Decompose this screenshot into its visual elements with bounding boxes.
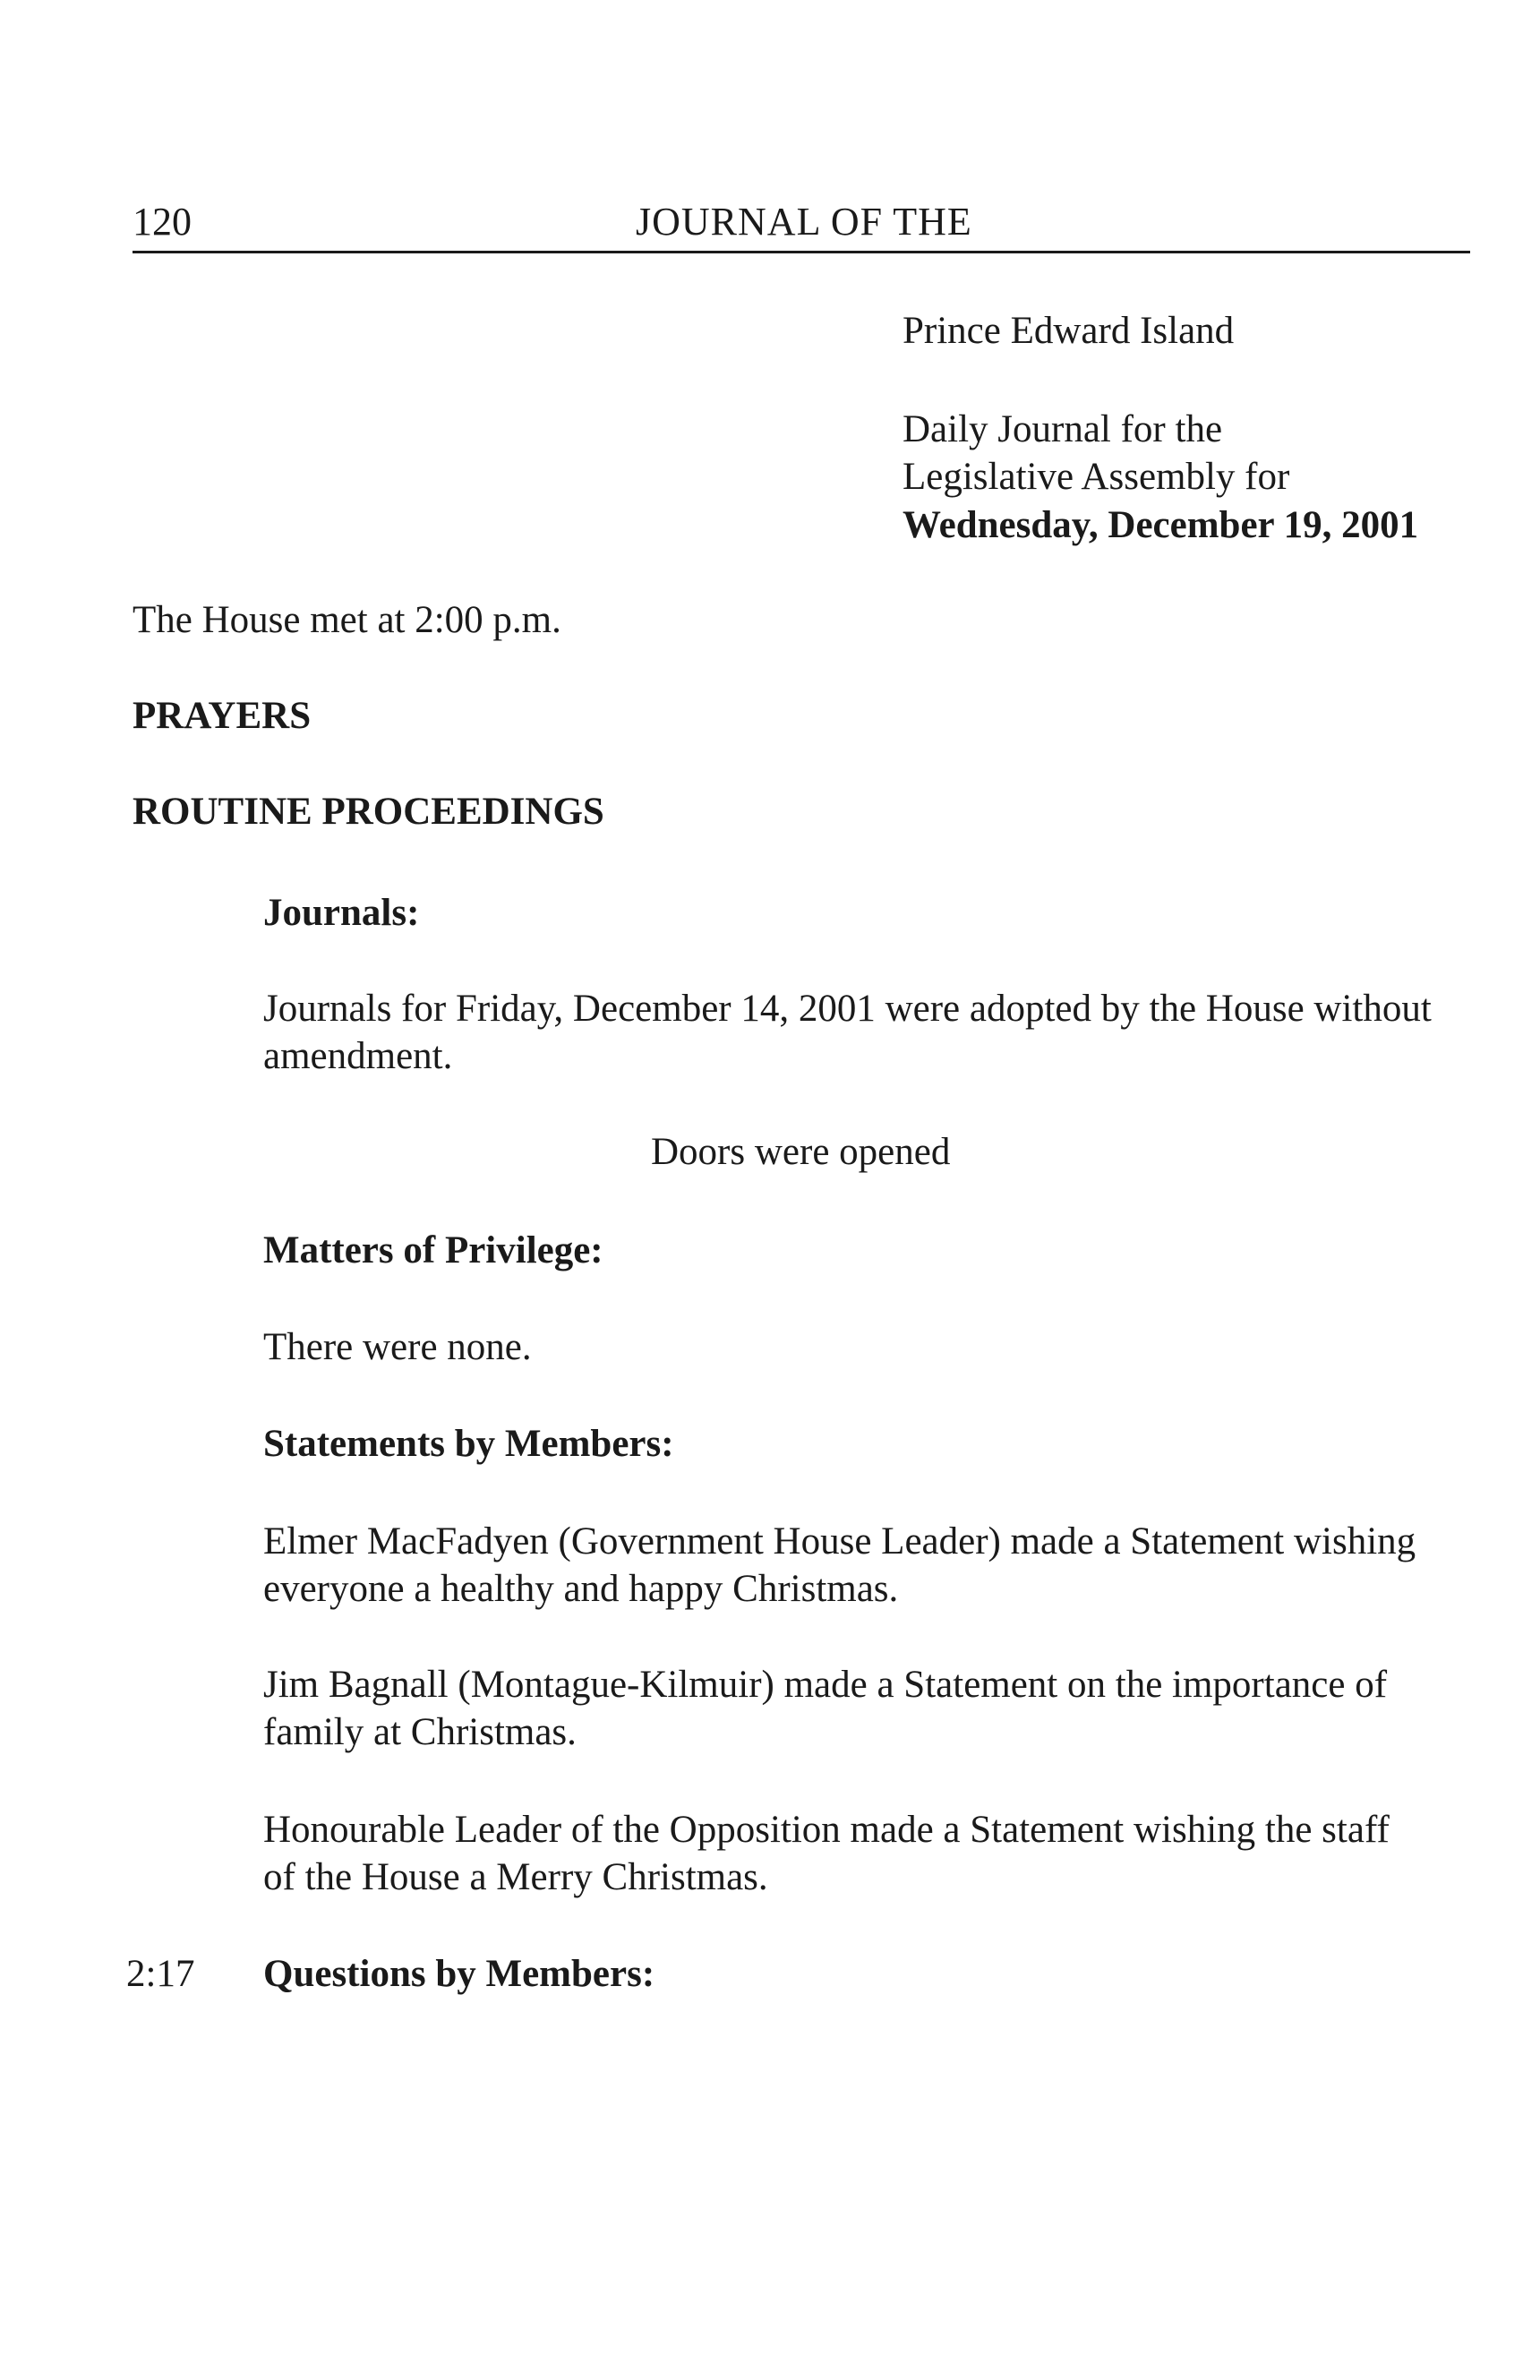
statement-2-line-1: Jim Bagnall (Montague-Kilmuir) made a Statement on the importance of xyxy=(263,1664,1388,1706)
journal-title-line-2: Legislative Assembly for xyxy=(903,456,1290,498)
journal-title-line-1: Daily Journal for the xyxy=(903,408,1223,450)
province-name: Prince Edward Island xyxy=(903,310,1235,352)
questions-heading: Questions by Members: xyxy=(263,1953,655,1995)
questions-time: 2:17 xyxy=(126,1953,195,1995)
statement-3-line-2: of the House a Merry Christmas. xyxy=(263,1856,768,1898)
statement-1-line-1: Elmer MacFadyen (Government House Leader) made a Statement wishing xyxy=(263,1520,1416,1562)
journals-text-line-2: amendment. xyxy=(263,1035,453,1077)
journal-date: Wednesday, December 19, 2001 xyxy=(903,504,1419,546)
page-number: 120 xyxy=(133,200,192,244)
journals-heading: Journals: xyxy=(263,892,420,934)
prayers-heading: PRAYERS xyxy=(133,695,312,737)
statement-3-line-1: Honourable Leader of the Opposition made a Statement wishing the staff xyxy=(263,1809,1390,1851)
doors-opened-note: Doors were opened xyxy=(651,1131,951,1173)
statement-2-line-2: family at Christmas. xyxy=(263,1711,577,1753)
journals-text-line-1: Journals for Friday, December 14, 2001 were adopted by the House without xyxy=(263,988,1432,1030)
running-title: JOURNAL OF THE xyxy=(636,200,972,244)
header-rule xyxy=(133,251,1470,253)
privilege-text: There were none. xyxy=(263,1326,532,1368)
house-met-line: The House met at 2:00 p.m. xyxy=(133,599,561,641)
privilege-heading: Matters of Privilege: xyxy=(263,1229,603,1271)
statement-1-line-2: everyone a healthy and happy Christmas. xyxy=(263,1568,899,1610)
routine-proceedings-heading: ROUTINE PROCEEDINGS xyxy=(133,791,604,833)
statements-heading: Statements by Members: xyxy=(263,1423,674,1465)
